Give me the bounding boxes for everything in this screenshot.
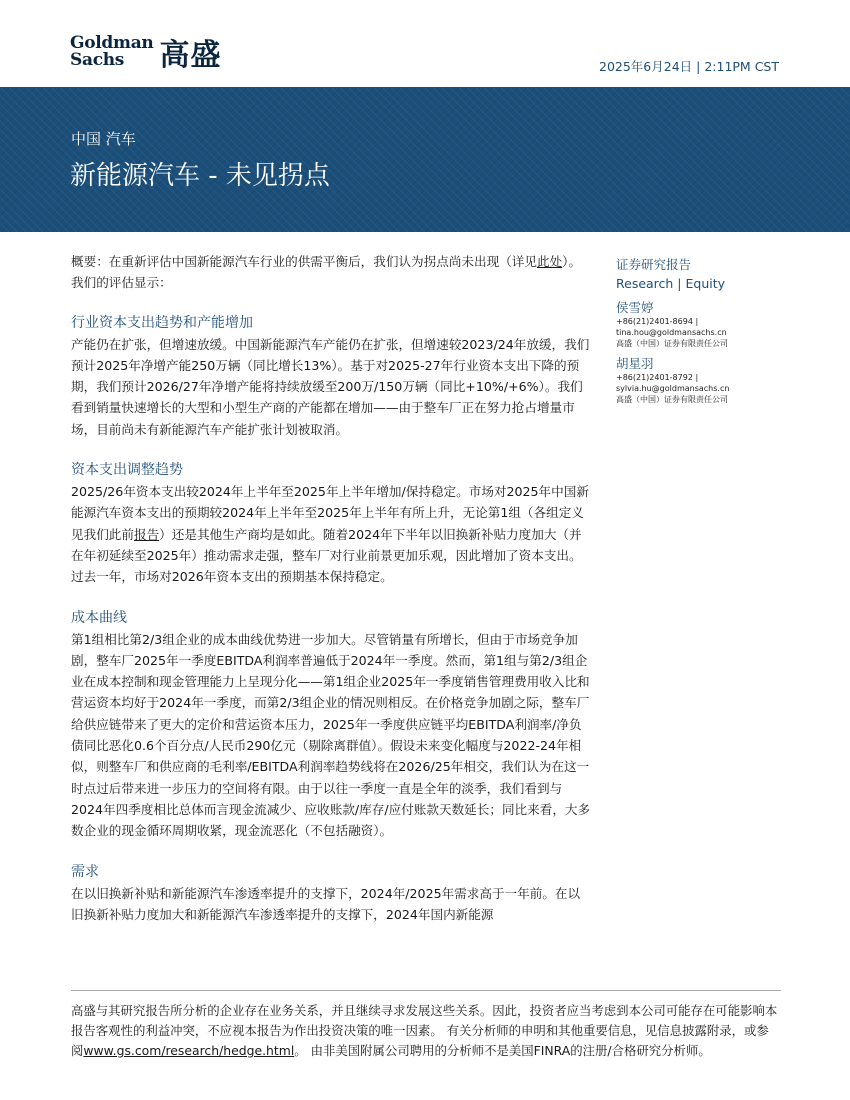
analyst-name: 胡星羽 xyxy=(616,356,654,371)
publication-dateline: 2025年6月24日 | 2:11PM CST xyxy=(599,59,779,74)
analyst-phone: +86(21)2401-8694 | xyxy=(616,317,699,326)
analyst-name: 侯雪婷 xyxy=(616,300,654,315)
report-link[interactable]: 报告 xyxy=(133,526,160,542)
analyst-email[interactable]: sylvia.hu@goldmansachs.cn xyxy=(616,384,730,393)
goldman-sachs-logo xyxy=(70,30,221,74)
section-heading-demand: 需求 xyxy=(71,863,99,880)
summary-text-end: ）。我们的评估显示： xyxy=(71,254,582,291)
analyst-firm: 高盛（中国）证券有限责任公司 xyxy=(616,395,728,404)
summary-text-start: 概要：在重新评估中国新能源汽车行业的供需平衡后，我们认为拐点尚未出现（详见 xyxy=(71,254,537,269)
analyst-card xyxy=(616,355,786,405)
sidebar xyxy=(616,255,786,411)
analyst-phone: +86(21)2401-8792 | xyxy=(616,373,699,382)
disclaimer-text-end: 。 由非美国附属公司聘用的分析师不是美国FINRA的注册/合格研究分析师。 xyxy=(294,1042,711,1058)
sector-subtitle: 中国 汽车 xyxy=(71,130,136,148)
section-body-cost-curve: 第1组相比第2/3组企业的成本曲线优势进一步加大。尽管销量有所增长，但由于市场竞争加剧，整车厂2025年一季度EBITDA利润率普遍低于2024年一季度。然而，第1组与第2/3组企业在成本控制和现金管理能力上呈现分化——第1组企业2025年一季度销售管理费用收入比和营运资本均好于2024年一季度，而第2/3组企业的情况则相反。在价格竞争加剧之际，整车厂给供应链带来了更大的定价和营运资本压力，2025年一季度供应链平均EBITDA利润率/净负债同比恶化0.6个百分点/人民币290亿元（剔除离群值）。假设未来变化幅度与2022-24年相似，则整车厂和供应商的毛利率/EBITDA利润率趋势线将在2026/25年相交，我们认为在这一时点过后带来进一步压力的空间将有限。由于以往一季度一直是全年的淡季，我们看到与2024年四季度相比总体而言现金流减少、应收账款/库存/应付账款天数延长；同比来看，大多数企业的现金循环周期收紧，现金流恶化（不包括融资）。 xyxy=(71,631,591,839)
section-heading-cost-curve: 成本曲线 xyxy=(71,609,127,626)
analyst-firm: 高盛（中国）证券有限责任公司 xyxy=(616,339,728,348)
report-title: 新能源汽车 - 未见拐点 xyxy=(70,161,330,191)
footer-disclaimer xyxy=(71,1001,781,1060)
section-heading-capex-capacity: 行业资本支出趋势和产能增加 xyxy=(71,314,253,331)
logo-en-line2: Sachs xyxy=(70,50,125,70)
summary-link[interactable]: 此处 xyxy=(536,254,563,269)
capex-trend-text-start: 2025/26年资本支出较2024年上半年至2025年上半年增加/保持稳定。市场对2025年中国新能源汽车资本支出的预期较2024年上半年至2025年上半年有所上升，无论第1组（各组定义见我们此前 xyxy=(71,484,589,542)
title-banner xyxy=(0,87,850,232)
analyst-card xyxy=(616,299,786,349)
section-body-capex-trend xyxy=(71,481,591,587)
analyst-email[interactable]: tina.hou@goldmansachs.cn xyxy=(616,328,727,337)
section-body-capex-capacity: 产能仍在扩张，但增速放缓。中国新能源汽车产能仍在扩张，但增速较2023/24年放缓，我们预计2025年净增产能250万辆（同比增长13%）。基于对2025-27年行业资本支出下降的预期，我们预计2026/27年净增产能将持续放缓至200万/150万辆（同比+10%/+6%）。我们看到销量快速增长的大型和小型生产商的产能都在增加——由于整车厂正在努力抢占增量市场，目前尚未有新能源汽车产能扩张计划被取消。 xyxy=(71,336,590,437)
summary-paragraph xyxy=(71,251,591,294)
disclosure-link[interactable]: www.gs.com/research/hedge.html xyxy=(83,1042,295,1058)
logo-chinese: 高盛 xyxy=(159,38,222,73)
capex-trend-text-end: ）还是其他生产商均是如此。随着2024年下半年以旧换新补贴力度加大（并在年初延续至2025年）推动需求走强，整车厂对行业前景更加乐观，因此增加了资本支出。过去一年，市场对2026年资本支出的预期基本保持稳定。 xyxy=(71,526,582,585)
footer-divider xyxy=(71,990,781,991)
section-heading-capex-trend: 资本支出调整趋势 xyxy=(71,462,183,479)
disclaimer-text-start: 高盛与其研究报告所分析的企业存在业务关系，并且继续寻求发展这些关系。因此，投资者应当考虑到本公司可能存在可能影响本报告客观性的利益冲突，不应视本报告为作出投资决策的唯一因素。 有关分析师的申明和其他重要信息，见信息披露附录，或参阅 xyxy=(71,1003,778,1058)
logo-english xyxy=(70,35,153,69)
research-sublabel: Research | Equity xyxy=(616,276,726,291)
logo-en-line1: Goldman xyxy=(70,33,154,53)
report-body xyxy=(71,251,591,925)
section-body-demand: 在以旧换新补贴和新能源汽车渗透率提升的支撑下，2024年/2025年需求高于一年前。在以旧换新补贴力度加大和新能源汽车渗透率提升的支撑下，2024年国内新能源 xyxy=(71,885,581,922)
research-label: 证券研究报告 xyxy=(616,257,692,272)
